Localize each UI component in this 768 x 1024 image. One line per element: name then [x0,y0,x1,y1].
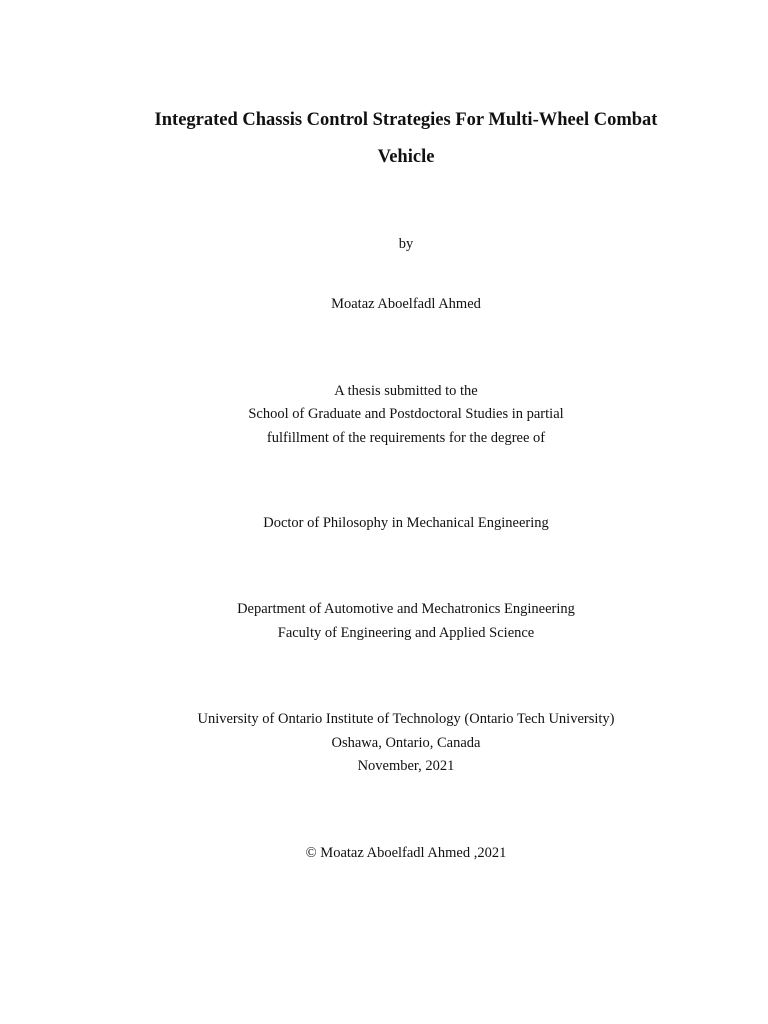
submission-line-2: School of Graduate and Postdoctoral Studies in partial [248,406,564,422]
by-label: by [398,236,414,252]
thesis-title-line-1: Integrated Chassis Control Strategies For Multi-Wheel Combat [154,110,658,130]
university-name: University of Ontario Institute of Technology (Ontario Tech University) [197,711,615,727]
submission-line-3: fulfillment of the requirements for the degree of [266,430,546,446]
copyright-notice: © Moataz Aboelfadl Ahmed ,2021 [305,845,507,861]
submission-line-1: A thesis submitted to the [334,383,478,399]
submission-date: November, 2021 [357,758,455,774]
degree-name: Doctor of Philosophy in Mechanical Engineering [263,515,549,531]
author-name: Moataz Aboelfadl Ahmed [331,296,481,312]
thesis-title-line-2: Vehicle [377,147,435,167]
faculty-name: Faculty of Engineering and Applied Science [277,625,535,641]
department-name: Department of Automotive and Mechatronics Engineering [237,601,575,617]
university-location: Oshawa, Ontario, Canada [331,735,481,751]
